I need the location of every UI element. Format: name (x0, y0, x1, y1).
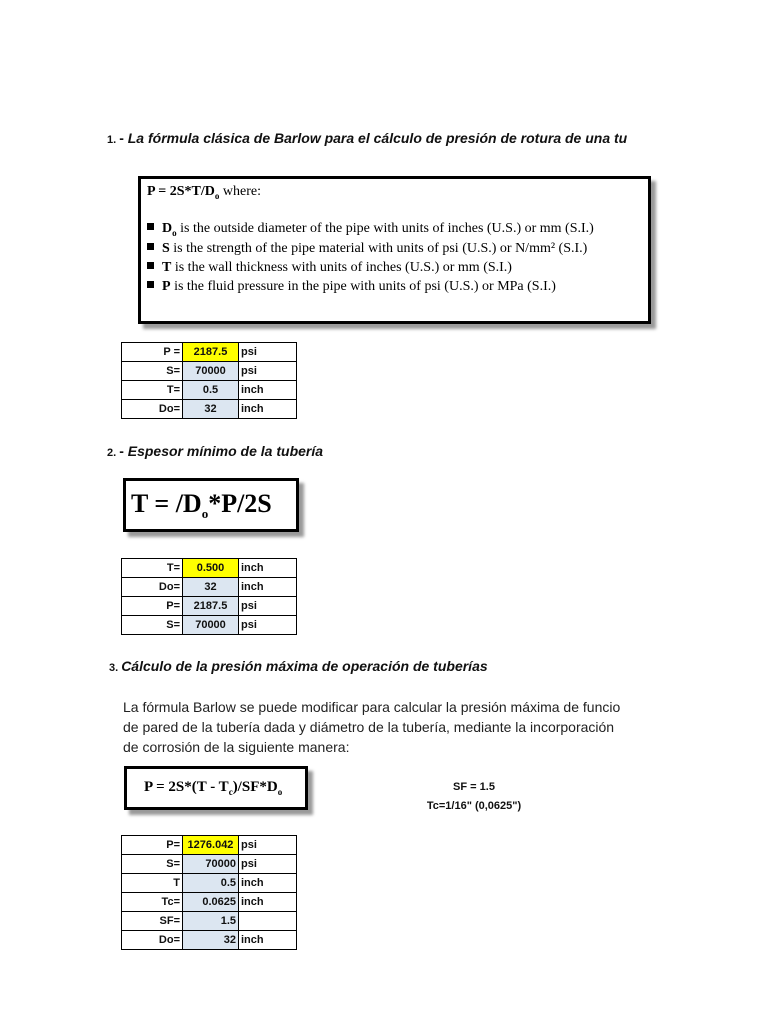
cell-value[interactable]: 32 (183, 931, 239, 950)
cell-unit: inch (239, 381, 297, 400)
table-row (122, 874, 297, 893)
cell-unit: inch (239, 893, 297, 912)
cell-unit: psi (239, 855, 297, 874)
cell-label: Do= (122, 931, 183, 950)
section2-number: 2. (107, 447, 117, 459)
cell-label: T= (122, 559, 183, 578)
cell-value[interactable]: 1.5 (183, 912, 239, 931)
cell-label: T (122, 874, 183, 893)
thickness-formula: $T = /D_o*P/2S$ (131, 489, 272, 522)
cell-label: T= (122, 381, 183, 400)
section1-heading: 1. - La fórmula clásica de Barlow para el cálculo de presión de rotura de una tu (107, 130, 628, 146)
cell-label: Do= (122, 400, 183, 419)
section3-table (121, 835, 297, 950)
barlow-formula-box (138, 176, 651, 324)
table-row (122, 362, 297, 381)
cell-unit: inch (239, 578, 297, 597)
cell-unit: inch (239, 559, 297, 578)
section3-number: 3. (109, 662, 119, 674)
cell-unit: inch (239, 931, 297, 950)
section1-table (121, 342, 297, 419)
cell-label: SF= (122, 912, 183, 931)
cell-value[interactable]: 32 (183, 578, 239, 597)
cell-unit: psi (239, 343, 297, 362)
cell-unit: psi (239, 616, 297, 635)
cell-label: P= (122, 836, 183, 855)
sf-note: SF = 1.5 (453, 781, 495, 793)
cell-label: Tc= (122, 893, 183, 912)
table-row (122, 855, 297, 874)
table-row (122, 893, 297, 912)
section3-heading (109, 658, 609, 674)
table-row (122, 931, 297, 950)
cell-unit: inch (239, 400, 297, 419)
cell-label: P = (122, 343, 183, 362)
cell-value[interactable]: 2187.5 (183, 597, 239, 616)
table-row (122, 912, 297, 931)
cell-value[interactable]: 0.5 (183, 874, 239, 893)
paragraph-line: de pared de la tubería dada y diámetro de la tubería, mediante la incorporación (123, 719, 615, 735)
paragraph-line: La fórmula Barlow se puede modificar para calcular la presión máxima de funcio (123, 699, 621, 715)
cell-value[interactable]: 70000 (183, 855, 239, 874)
cell-unit: psi (239, 836, 297, 855)
cell-unit: inch (239, 874, 297, 893)
max-pressure-formula: $P = 2S*(T - T_c)/SF*D_o$ (144, 779, 283, 797)
section2-heading: 2. - Espesor mínimo de la tubería (107, 443, 324, 459)
cell-unit: psi (239, 597, 297, 616)
thickness-formula-box (123, 478, 299, 532)
section2-table (121, 558, 297, 635)
cell-value[interactable]: 2187.5 (183, 343, 239, 362)
table-row (122, 559, 297, 578)
table-row (122, 343, 297, 362)
definition-t: T is the wall thickness with units of inches (U.S.) or mm (S.I.) (147, 260, 648, 276)
paragraph-line: de corrosión de la siguiente manera: (123, 739, 350, 755)
definition-p: P is the fluid pressure in the pipe with units of psi (U.S.) or MPa (S.I.) (147, 279, 648, 295)
cell-label: S= (122, 616, 183, 635)
definition-do: $D_o$ is the outside diameter of the pipe with units of inches (U.S.) or mm (S.I.) (147, 221, 648, 238)
cell-value[interactable]: 70000 (183, 362, 239, 381)
section3-paragraph (123, 697, 658, 757)
section2-title: Espesor mínimo de la tubería (127, 443, 324, 459)
cell-value[interactable]: 32 (183, 400, 239, 419)
cell-label: S= (122, 362, 183, 381)
max-pressure-formula-box (124, 766, 308, 810)
cell-value[interactable]: 70000 (183, 616, 239, 635)
table-row (122, 616, 297, 635)
section1-number: 1. (107, 134, 117, 146)
cell-unit (239, 912, 297, 931)
cell-value[interactable]: 0.0625 (183, 893, 239, 912)
table-row (122, 578, 297, 597)
table-row (122, 400, 297, 419)
barlow-formula: $P = 2S*T/D_o$ where: (147, 184, 261, 201)
tc-note: Tc=1/16" (0,0625") (426, 800, 522, 812)
cell-unit: psi (239, 362, 297, 381)
definition-s: S is the strength of the pipe material with units of psi (U.S.) or N/mm² (S.I.) (147, 241, 648, 257)
cell-label: S= (122, 855, 183, 874)
section3-title: Cálculo de la presión máxima de operación de tuberías (121, 658, 488, 674)
cell-value[interactable]: 1276.042 (183, 836, 239, 855)
table-row (122, 597, 297, 616)
cell-value[interactable]: 0.500 (183, 559, 239, 578)
cell-label: Do= (122, 578, 183, 597)
cell-label: P= (122, 597, 183, 616)
cell-value[interactable]: 0.5 (183, 381, 239, 400)
table-row (122, 381, 297, 400)
table-row (122, 836, 297, 855)
section1-title: La fórmula clásica de Barlow para el cálculo de presión de rotura de una tu (127, 130, 628, 146)
